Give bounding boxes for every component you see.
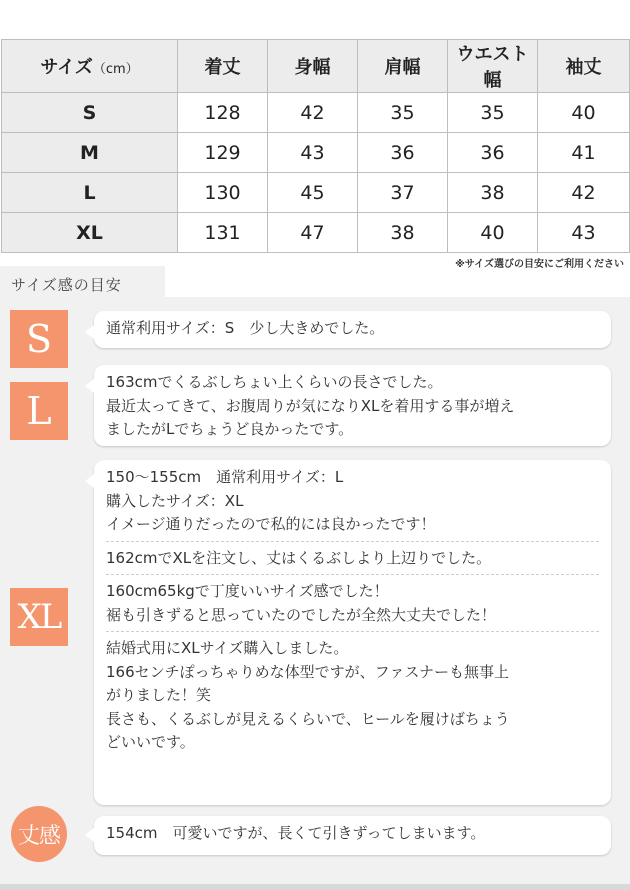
table-row bbox=[2, 213, 630, 253]
size-label-cell: M bbox=[2, 133, 178, 173]
table-cell: 131 bbox=[178, 213, 268, 253]
size-label-cell: L bbox=[2, 173, 178, 213]
column-header-shoulder: 肩幅 bbox=[358, 40, 448, 93]
table-cell: 40 bbox=[538, 93, 630, 133]
column-header-sleeve: 袖丈 bbox=[538, 40, 630, 93]
size-header-label: サイズ bbox=[40, 57, 93, 78]
review-line: がりました！笑 bbox=[106, 686, 212, 704]
table-cell: 130 bbox=[178, 173, 268, 213]
review-line: 最近太ってきて、お腹周りが気になりXLを着用する事が増え bbox=[106, 396, 515, 415]
size-badge-l: L bbox=[10, 382, 68, 440]
table-cell: 40 bbox=[448, 213, 538, 253]
review-line: ましたがLでちょうど良かったです。 bbox=[106, 420, 354, 438]
review-bubble-s bbox=[94, 311, 611, 348]
review-bubble-length bbox=[94, 816, 611, 855]
review-bubble-xl bbox=[94, 460, 611, 805]
table-cell: 35 bbox=[358, 93, 448, 133]
table-cell: 129 bbox=[178, 133, 268, 173]
size-label-cell: S bbox=[2, 93, 178, 133]
length-feel-badge: 丈感 bbox=[11, 806, 67, 862]
table-cell: 35 bbox=[448, 93, 538, 133]
table-row bbox=[2, 93, 630, 133]
size-header-cell bbox=[2, 40, 178, 93]
review-line: 結婚式用にXLサイズ購入しました。 bbox=[106, 639, 349, 657]
review-line: 購入したサイズ：XL bbox=[106, 491, 244, 510]
column-header-length: 着丈 bbox=[178, 40, 268, 93]
table-cell: 43 bbox=[268, 133, 358, 173]
size-header-unit: （cm） bbox=[92, 62, 139, 77]
review-line: 163cmでくるぶしちょい上くらいの長さでした。 bbox=[106, 373, 443, 391]
review-line: 150〜155cm 通常利用サイズ：L bbox=[106, 468, 344, 486]
review-divider bbox=[106, 574, 599, 575]
table-cell: 41 bbox=[538, 133, 630, 173]
review-divider bbox=[106, 541, 599, 542]
table-cell: 37 bbox=[358, 173, 448, 213]
reviews-title: サイズ感の目安 bbox=[11, 276, 122, 294]
review-bubble-l bbox=[94, 365, 611, 446]
size-table-header-row bbox=[2, 40, 630, 93]
table-cell: 36 bbox=[358, 133, 448, 173]
size-badge-xl: XL bbox=[10, 588, 68, 646]
review-line: 160cm65kgで丁度いいサイズ感でした！ bbox=[106, 582, 389, 600]
size-label-cell: XL bbox=[2, 213, 178, 253]
table-cell: 38 bbox=[358, 213, 448, 253]
review-line: 通常利用サイズ：S 少し大きめでした。 bbox=[106, 319, 385, 337]
table-cell: 128 bbox=[178, 93, 268, 133]
table-cell: 45 bbox=[268, 173, 358, 213]
table-row bbox=[2, 133, 630, 173]
review-line: イメージ通りだったので私的には良かったです！ bbox=[106, 515, 436, 533]
review-line: 162cmでXLを注文し、丈はくるぶしより上辺りでした。 bbox=[106, 548, 492, 567]
bottom-divider bbox=[0, 884, 630, 890]
size-badge-s: S bbox=[10, 310, 68, 368]
table-cell: 36 bbox=[448, 133, 538, 173]
review-divider bbox=[106, 631, 599, 632]
review-line: 166センチぽっちゃりめな体型ですが、ファスナーも無事上 bbox=[106, 662, 510, 681]
review-line: 154cm 可愛いですが、長くて引きずってしまいます。 bbox=[106, 824, 486, 842]
review-line: 裾も引きずると思っていたのでしたが全然大丈夫でした！ bbox=[106, 605, 497, 624]
table-row bbox=[2, 173, 630, 213]
review-line: 長さも、くるぶしが見えるくらいで、ヒールを履けばちょう bbox=[106, 709, 510, 728]
table-cell: 47 bbox=[268, 213, 358, 253]
size-table bbox=[1, 39, 630, 253]
table-cell: 38 bbox=[448, 173, 538, 213]
column-header-width: 身幅 bbox=[268, 40, 358, 93]
review-line: どいいです。 bbox=[106, 733, 195, 751]
size-guide-note: ※サイズ選びの目安にご利用ください bbox=[455, 259, 624, 270]
table-cell: 42 bbox=[268, 93, 358, 133]
table-cell: 42 bbox=[538, 173, 630, 213]
column-header-waist: ウエスト幅 bbox=[448, 40, 538, 93]
table-cell: 43 bbox=[538, 213, 630, 253]
